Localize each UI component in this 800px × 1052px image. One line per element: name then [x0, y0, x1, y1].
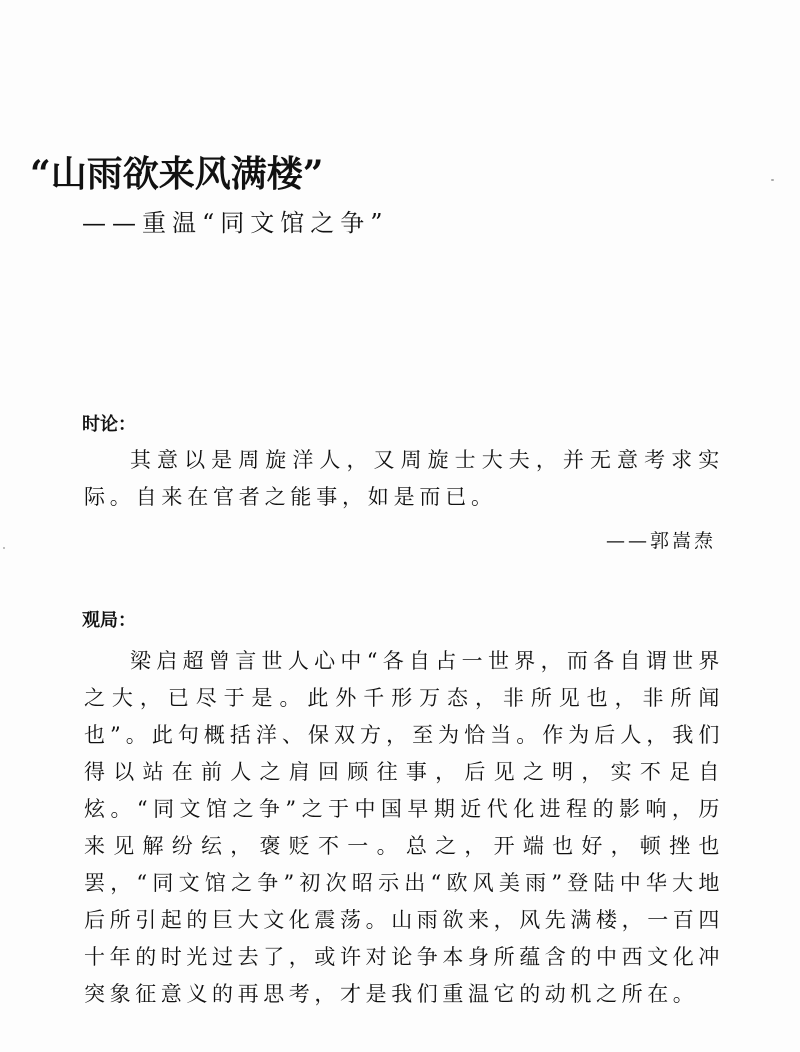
body-paragraph: 梁启超曾言世人心中“各自占一世界，而各自谓世界之大，已尽于是。此外千形万态，非所见也，非所闻也”。此句概括洋、保双方，至为恰当。作为后人，我们得以站在前人之肩回顾往事，后见之明，实不足自炫。“同文馆之争”之于中国早期近代化进程的影响，历来见解纷纭，褒贬不一。总之，开端也好，顿挫也罢，“同文馆之争”初次昭示出“欧风美雨”登陆中华大地后所引起的巨大文化震荡。山雨欲来，风先满楼，一百四十年的时光过去了，或许对论争本身所蕴含的中西文化冲突象征意义的再思考，才是我们重温它的动机之所在。 [84, 649, 724, 1006]
section-label-guanju: 观局： [82, 610, 136, 631]
article-title: “山雨欲来风满楼” [30, 153, 324, 195]
quote-paragraph: 其意以是周旋洋人，又周旋士大夫，并无意考求实际。自来在官者之能事，如是而已。 [84, 448, 724, 509]
article-subtitle: ——重温“同文馆之争” [82, 209, 389, 237]
quote-attribution: ——郭嵩焘 [605, 530, 716, 552]
scan-speck [771, 179, 774, 181]
scan-speck [3, 547, 5, 549]
section-label-shilun: 时论： [82, 414, 136, 435]
